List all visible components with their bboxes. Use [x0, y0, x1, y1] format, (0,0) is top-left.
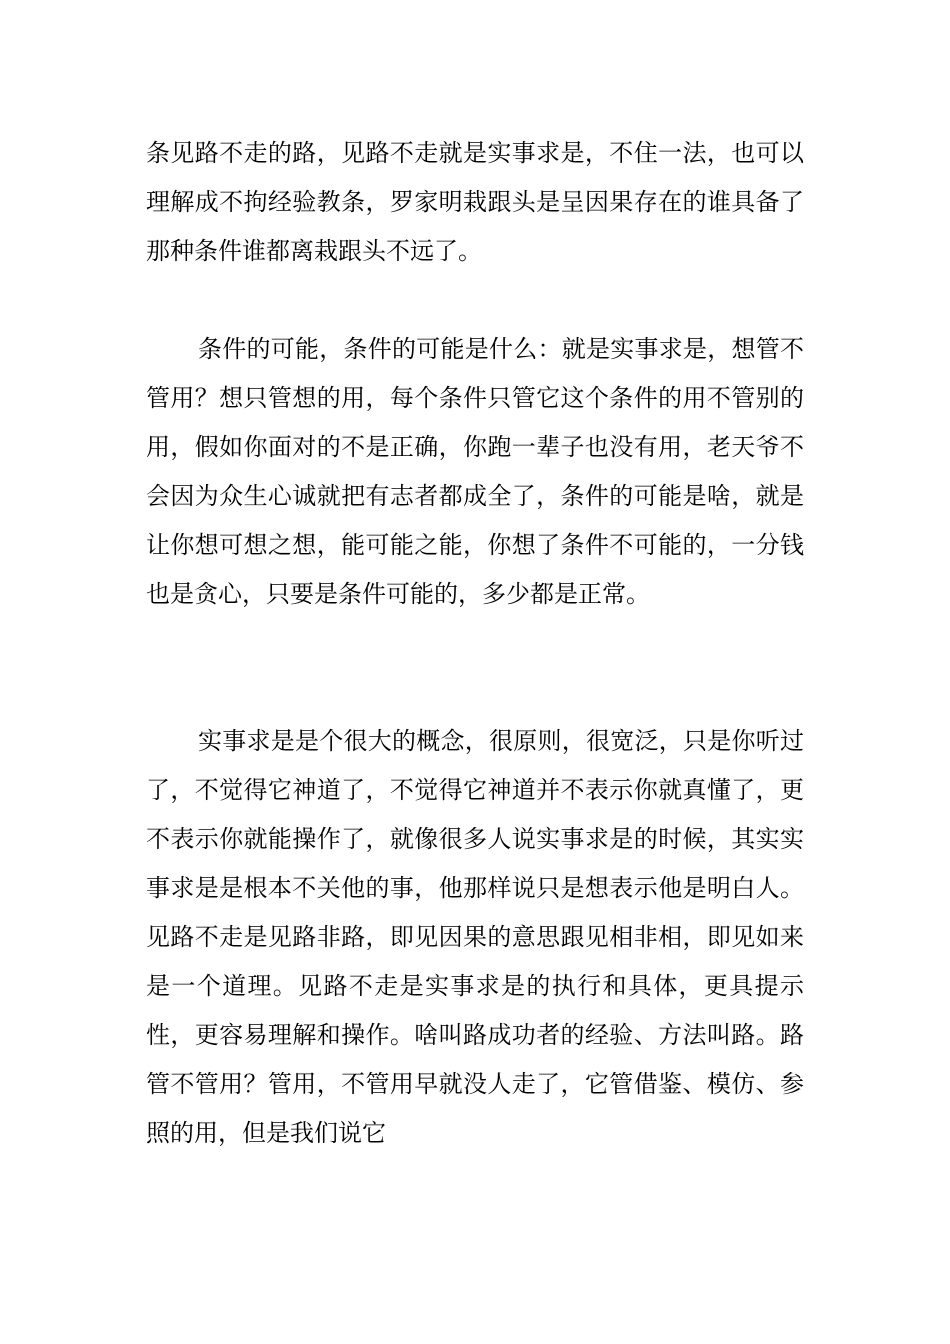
- document-page: [146, 129, 804, 1158]
- paragraph-spacer: [146, 276, 804, 325]
- paragraph-3: 实事求是是个很大的概念，很原则，很宽泛，只是你听过了，不觉得它神道了，不觉得它神道并不表示你就真懂了，更不表示你就能操作了，就像很多人说实事求是的时候，其实实事求是是根本不关他的事，他那样说只是想表示他是明白人。见路不走是见路非路，即见因果的意思跟见相非相，即见如来是一个道理。见路不走是实事求是的执行和具体，更具提示性，更容易理解和操作。啥叫路成功者的经验、方法叫路。路管不管用？管用，不管用早就没人走了，它管借鉴、模仿、参照的用，但是我们说它: [146, 727, 804, 1147]
- paragraph-spacer: [146, 619, 804, 717]
- paragraph-2: 条件的可能，条件的可能是什么：就是实事求是，想管不管用？想只管想的用，每个条件只管它这个条件的用不管别的用，假如你面对的不是正确，你跑一辈子也没有用，老天爷不会因为众生心诚就把有志者都成全了，条件的可能是啥，就是让你想可想之想，能可能之能，你想了条件不可能的，一分钱也是贪心，只要是条件可能的，多少都是正常。: [146, 335, 804, 608]
- paragraph-1: 条见路不走的路，见路不走就是实事求是，不住一法，也可以理解成不拘经验教条，罗家明栽跟头是呈因果存在的谁具备了那种条件谁都离栽跟头不远了。: [146, 139, 804, 265]
